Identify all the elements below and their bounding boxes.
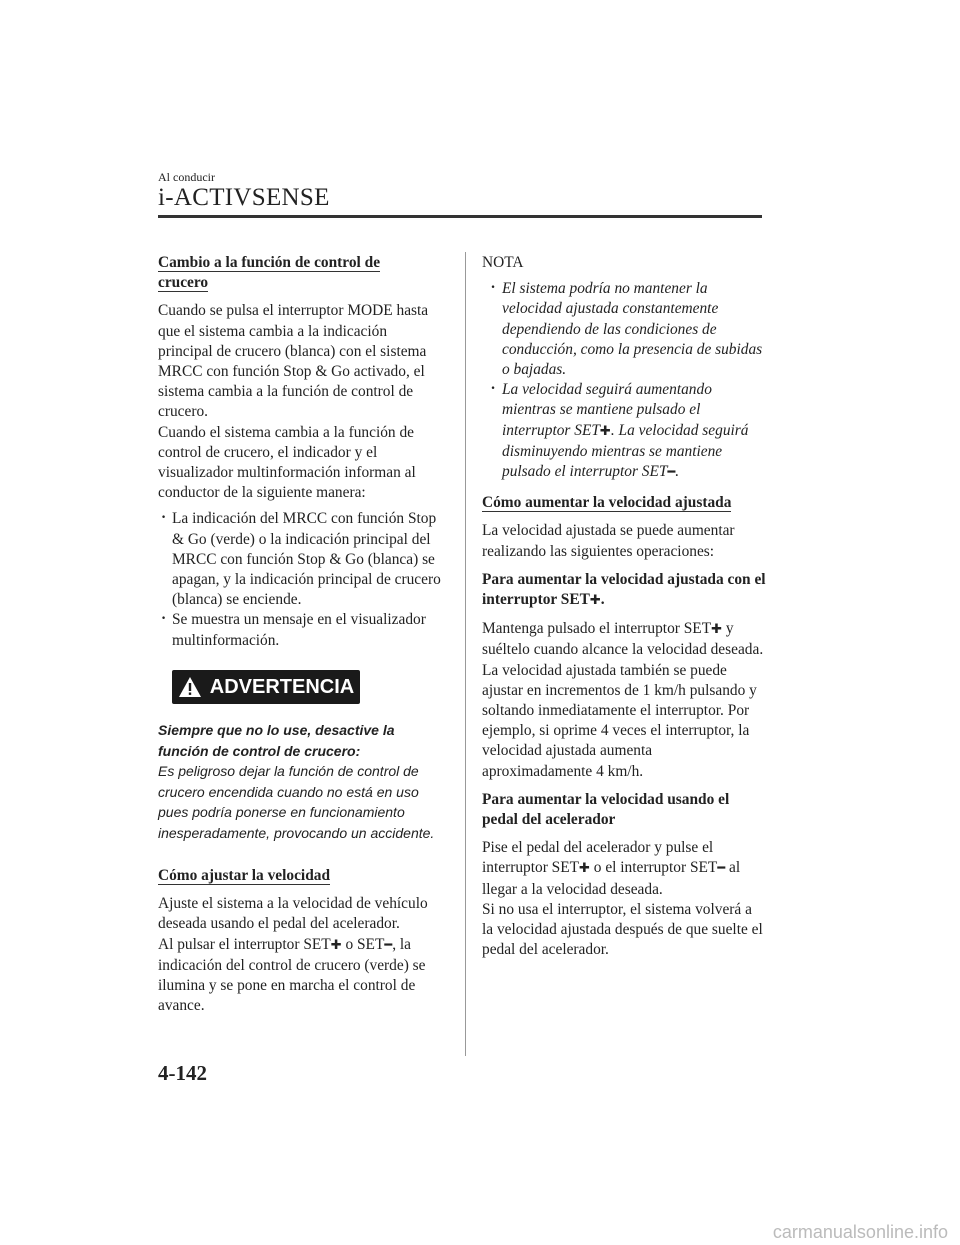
list-item: · Se muestra un mensaje en el visualizador multinformación. <box>158 610 443 650</box>
minus-icon: ━ <box>667 465 676 481</box>
warning-banner <box>172 670 360 704</box>
paragraph: La velocidad ajustada se puede aumentar realizando las siguientes operaciones: <box>482 522 735 560</box>
subheading: Para aumentar la velocidad usando el pedal del acelerador <box>482 790 730 829</box>
warning-text <box>158 720 448 843</box>
column-divider <box>465 252 466 1056</box>
heading-ajustar: Cómo ajustar la velocidad <box>158 867 331 884</box>
warning-label: ADVERTENCIA <box>209 675 355 698</box>
list-item: · La indicación del MRCC con función Stop & Go (verde) o la indicación principal del MRCC con función Stop & Go (blanca) se apagan, y la indicación principal de crucero (blanca) se enciende. <box>158 509 443 610</box>
paragraph: Cuando se pulsa el interruptor MODE hasta que el sistema cambia a la indicación principal de crucero (blanca) con el sistema MRCC con función Stop & Go activado, el sistema cambia a la función de control de crucero. <box>158 302 429 421</box>
note-list <box>482 279 766 483</box>
paragraph: Ajuste el sistema a la velocidad de vehículo deseada usando el pedal del acelerador. <box>158 895 428 933</box>
right-column <box>482 253 766 961</box>
warning-title: Siempre que no lo use, desactive la función de control de crucero: <box>158 722 395 759</box>
minus-icon: ━ <box>717 861 726 877</box>
plus-icon: ✚ <box>589 593 601 609</box>
page-number: 4-142 <box>158 1061 207 1085</box>
paragraph: La velocidad ajustada también se puede ajustar en incrementos de 1 km/h pulsando y soltando inmediatamente el interruptor. Por ejemplo, si oprime 4 veces el interruptor, la velocidad ajustada aumenta aproximadamente 4 km/h. <box>482 661 757 780</box>
watermark: carmanualsonline.info <box>772 1222 948 1242</box>
note-label: NOTA <box>482 254 524 271</box>
minus-icon: ━ <box>384 937 393 953</box>
paragraph: Cuando el sistema cambia a la función de control de crucero, el indicador y el visualizador multinformación informan al conductor de la siguiente manera: <box>158 423 416 502</box>
list-item: · El sistema podría no mantener la velocidad ajustada constantemente dependiendo de las condiciones de conducción, como la presencia de subidas o bajadas. <box>488 279 766 380</box>
chapter-title: i-ACTIVSENSE <box>158 184 330 211</box>
plus-icon: ✚ <box>711 622 722 638</box>
header-rule <box>158 215 762 218</box>
list-item: · La velocidad seguirá aumentando mientras se mantiene pulsado el interruptor SET✚. La velocidad seguirá disminuyendo mientras se mantiene pulsado el interruptor SET━. <box>488 380 766 483</box>
heading-aumentar: Cómo aumentar la velocidad ajustada <box>482 494 732 512</box>
warning-body: Es peligroso dejar la función de control de crucero encendida cuando no está en uso pues podría ponerse en funcionamiento inesperadamente, provocando un accidente. <box>158 763 435 841</box>
bullet-list <box>158 509 443 650</box>
left-column-lower <box>158 866 443 1016</box>
warning-icon <box>178 676 202 698</box>
plus-icon: ✚ <box>330 937 342 953</box>
plus-icon: ✚ <box>579 861 590 877</box>
paragraph: Mantenga pulsado el interruptor SET✚ y suéltelo cuando alcance la velocidad deseada. <box>482 620 764 659</box>
paragraph: Si no usa el interruptor, el sistema volverá a la velocidad ajustada después de que suelte el pedal del acelerador. <box>482 900 763 959</box>
subheading: Para aumentar la velocidad ajustada con el interruptor SET✚. <box>482 570 766 609</box>
left-column <box>158 253 443 651</box>
section-label: Al conducir <box>158 170 215 184</box>
paragraph: Al pulsar el interruptor SET✚ o SET━, la indicación del control de crucero (verde) se ilumina y se pone en marcha el control de avance. <box>158 935 426 1015</box>
paragraph: Pise el pedal del acelerador y pulse el interruptor SET✚ o el interruptor SET━ al llegar a la velocidad deseada. <box>482 839 741 898</box>
heading-cambio: Cambio a la función de control de crucero <box>158 254 381 292</box>
plus-icon: ✚ <box>599 423 611 439</box>
